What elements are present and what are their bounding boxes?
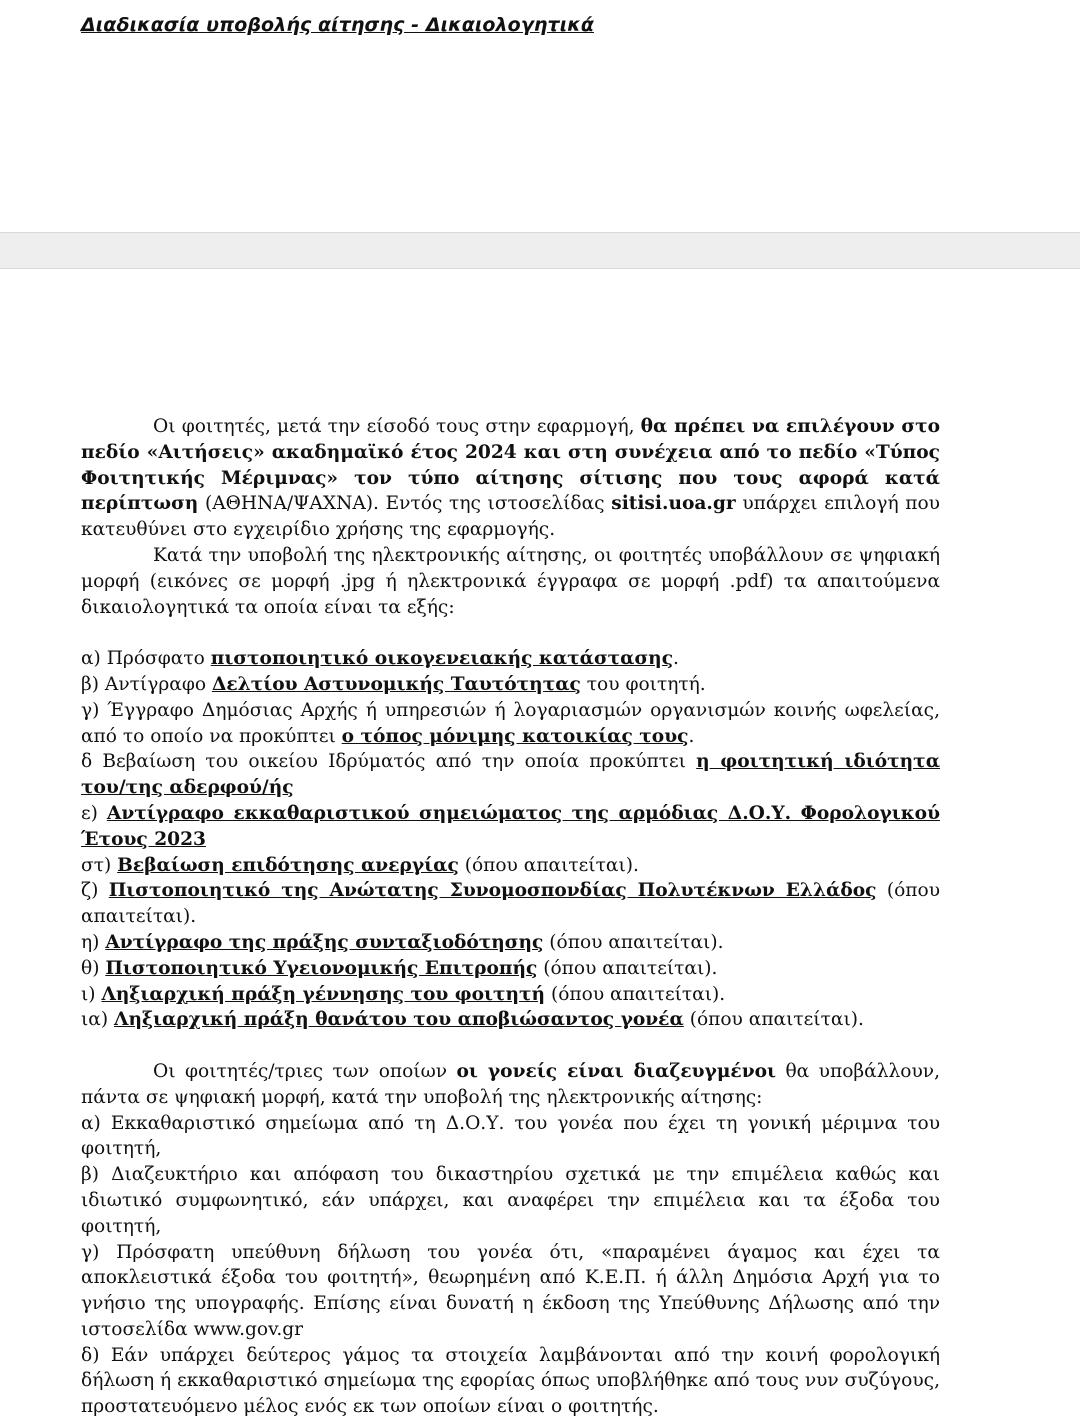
documents-list [81,646,940,1033]
divorced-list [81,1111,940,1421]
page-title: Διαδικασία υποβολής αίτησης - Δικαιολογητικά [81,14,594,36]
document-item: θ) Πιστοποιητικό Υγειονομικής Επιτροπής (όπου απαιτείται). [81,957,718,979]
document-item: ι) Ληξιαρχική πράξη γέννησης του φοιτητή (όπου απαιτείται). [81,983,726,1005]
document-item: ε) Αντίγραφο εκκαθαριστικού σημειώματος της αρμόδιας Δ.Ο.Υ. Φορολογικού Έτους 2023 [81,802,940,850]
spacer [81,1033,940,1059]
document-item: γ) Έγγραφο Δημόσιας Αρχής ή υπηρεσιών ή λογαριασμών οργανισμών κοινής ωφελείας, από το οποίο να προκύπτει ο τόπος μόνιμης κατοικίας τους. [81,699,940,747]
document-item: δ Βεβαίωση του οικείου Ιδρύματός από την οποία προκύπτει η φοιτητική ιδιότητα του/της αδερφού/ής [81,751,940,799]
page-separator [0,232,1080,269]
submission-paragraph: Κατά την υποβολή της ηλεκτρονικής αίτησης, οι φοιτητές υποβάλλουν σε ψηφιακή μορφή (εικόνες σε μορφή .jpg ή ηλεκτρονικά έγγραφα σε μορφή .pdf) τα απαιτούμενα δικαιολογητικά τα οποία είναι τα εξής: [81,544,940,618]
intro-text-3: υπάρχει επιλογή που κατευθύνει στο εγχειρίδιο χρήσης της εφαρμογής. [81,493,940,541]
intro-paragraph [81,414,940,543]
document-item: ια) Ληξιαρχική πράξη θανάτου του αποβιώσαντος γονέα (όπου απαιτείται). [81,1009,864,1031]
divorced-item: α) Εκκαθαριστικό σημείωμα από τη Δ.Ο.Υ. του γονέα που έχει τη γονική μέριμνα του φοιτητή, [81,1112,940,1160]
document-item: β) Αντίγραφο Δελτίου Αστυνομικής Ταυτότητας του φοιτητή. [81,673,706,695]
page-top-section [0,0,1080,232]
website-link[interactable]: sitisi.uoa.gr [611,493,736,515]
document-body [81,414,940,1420]
spacer [81,620,940,646]
divorced-emphasis: οι γονείς είναι διαζευγμένοι [456,1060,777,1082]
divorced-item: δ) Εάν υπάρχει δεύτερος γάμος τα στοιχεία λαμβάνονται από την κοινή φορολογική δήλωση ή εκκαθαριστικό σημείωμα της εφορίας όπως υποβλήθηκε από τους νυν συζύγους, προστατευόμενο μέλος ενός εκ των οποίων είναι ο φοιτητής. [81,1344,940,1418]
divorced-paragraph: Οι φοιτητές/τριες των οποίων οι γονείς είναι διαζευγμένοι θα υποβάλλουν, πάντα σε ψηφιακή μορφή, κατά την υποβολή της ηλεκτρονικής αίτησης: [81,1060,940,1108]
intro-text: Οι φοιτητές, μετά την είσοδό τους στην εφαρμογή, [153,416,641,437]
document-item: ζ) Πιστοποιητικό της Ανώτατης Συνομοσπονδίας Πολυτέκνων Ελλάδος (όπου απαιτείται). [81,880,941,928]
divorced-item: β) Διαζευκτήριο και απόφαση του δικαστηρίου σχετικά με την επιμέλεια καθώς και ιδιωτικό συμφωνητικό, εάν υπάρχει, και αναφέρει την επιμέλεια και τα έξοδα του φοιτητή, [81,1164,940,1237]
document-item: η) Αντίγραφο της πράξης συνταξιοδότησης (όπου απαιτείται). [81,931,724,953]
document-item: α) Πρόσφατο πιστοποιητικό οικογενειακής κατάστασης. [81,648,679,670]
divorced-item: γ) Πρόσφατη υπεύθυνη δήλωση του γονέα ότι, «παραμένει άγαμος και έχει τα αποκλειστικά έξοδα του φοιτητή», θεωρημένη από Κ.Ε.Π. ή άλλη Δημόσια Αρχή για το γνήσιο της υπογραφής. Επίσης είναι δυνατή η έκδοση της Υπεύθυνης Δήλωσης από την ιστοσελίδα www.gov.gr [81,1241,940,1340]
intro-text-2: (ΑΘΗΝΑ/ΨΑΧΝΑ). Εντός της ιστοσελίδας [198,493,612,515]
document-item: στ) Βεβαίωση επιδότησης ανεργίας (όπου απαιτείται). [81,854,639,876]
intro-emphasis: θα πρέπει να επιλέγουν στο πεδίο «Αιτήσεις» ακαδημαϊκό έτος 2024 και στη συνέχεια από το πεδίο «Τύπος Φοιτητικής Μέριμνας» τον τύπο αίτησης σίτισης που τους αφορά κατά περίπτωση [81,416,940,515]
